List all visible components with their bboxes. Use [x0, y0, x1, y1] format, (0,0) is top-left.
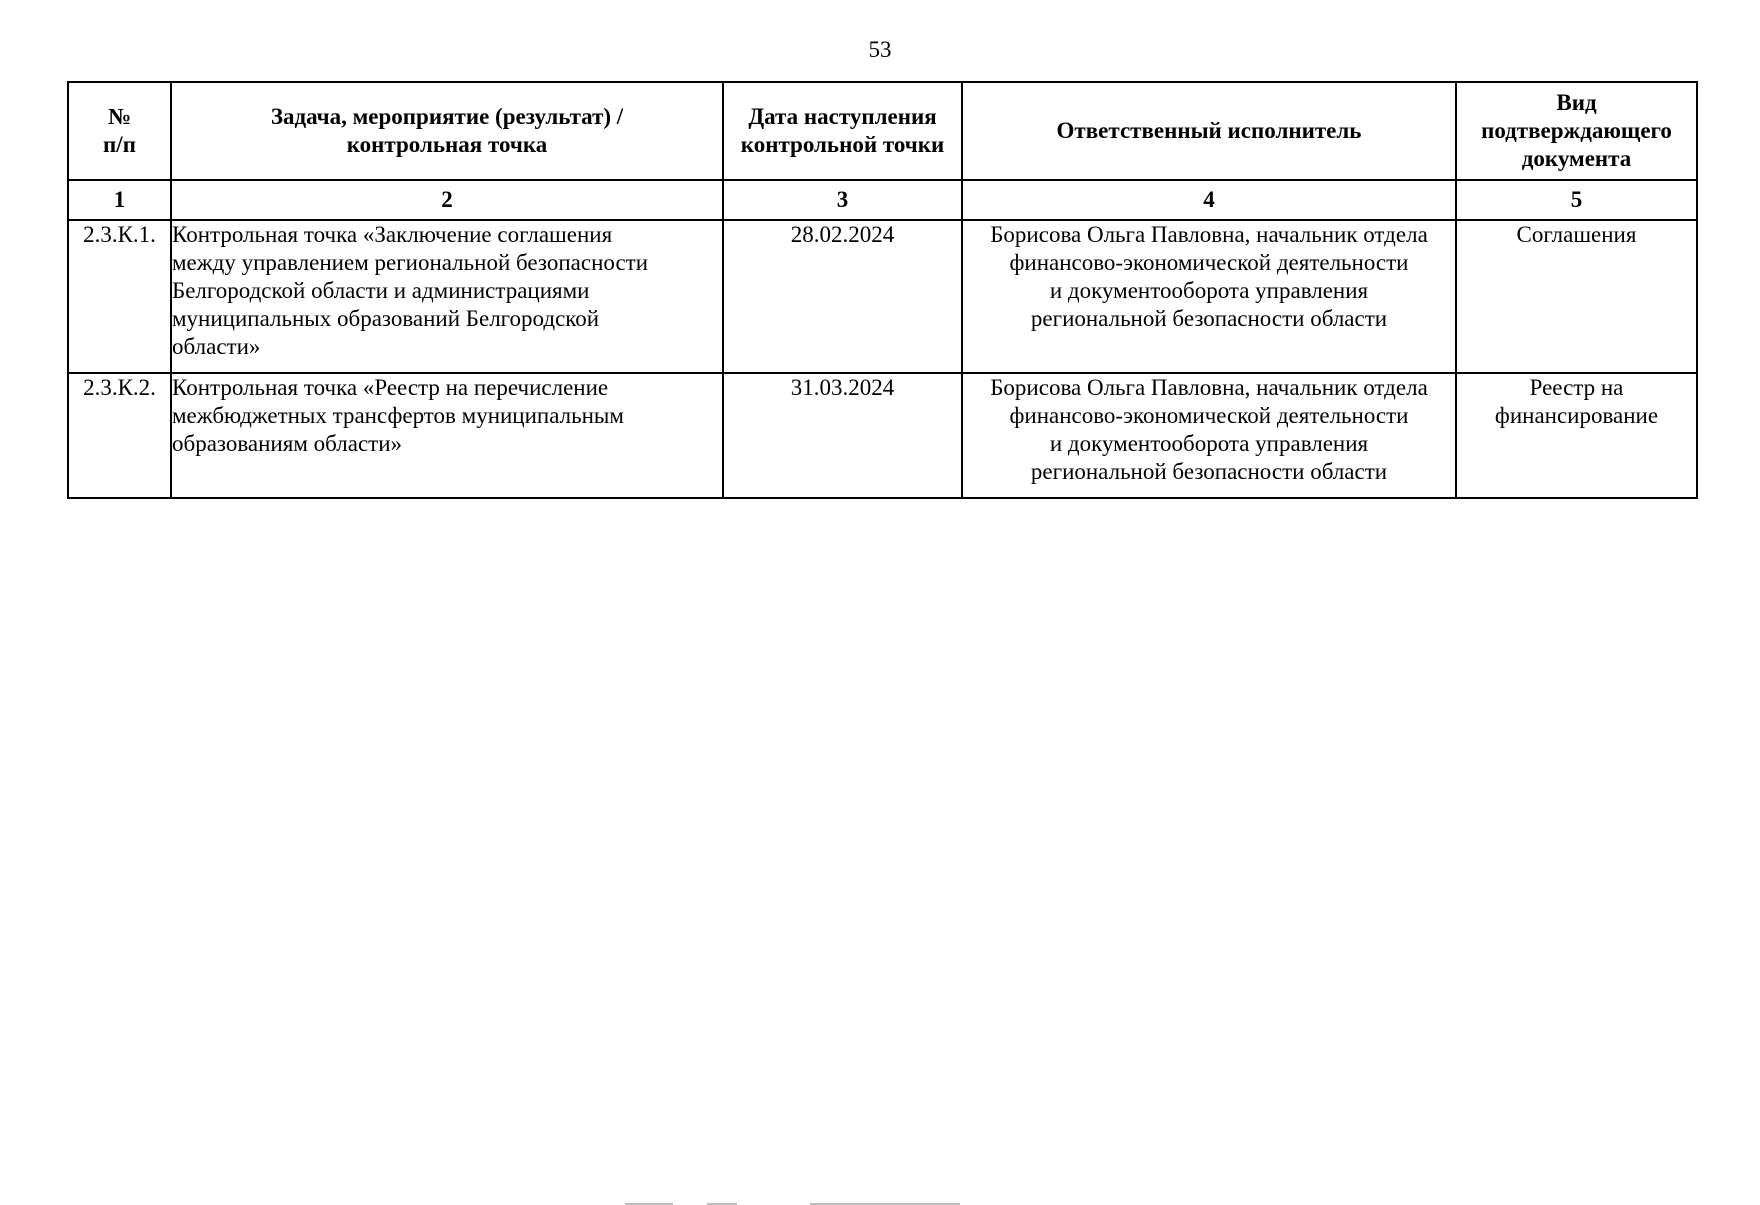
- page-number: 53: [868, 37, 892, 62]
- header-document: Вид подтверждающего документа: [1456, 82, 1697, 180]
- header-responsible: Ответственный исполнитель: [962, 82, 1456, 180]
- header-task: Задача, мероприятие (результат) / контрольная точка: [171, 82, 723, 180]
- row-task: Контрольная точка «Реестр на перечисление межбюджетных трансфертов муниципальным образованиям области»: [171, 373, 723, 498]
- row-responsible: Борисова Ольга Павловна, начальник отдела финансово-экономической деятельности и документооборота управления региональной безопасности области: [962, 373, 1456, 498]
- column-number: 5: [1456, 180, 1697, 220]
- row-document: Соглашения: [1456, 220, 1697, 373]
- header-date: Дата наступления контрольной точки: [723, 82, 962, 180]
- column-number: 4: [962, 180, 1456, 220]
- header-num: № п/п: [68, 82, 171, 180]
- column-number: 2: [171, 180, 723, 220]
- row-document: Реестр на финансирование: [1456, 373, 1697, 498]
- table-header-row: [68, 82, 1697, 180]
- column-number: 3: [723, 180, 962, 220]
- table-row: [68, 373, 1697, 498]
- column-numbers-row: [68, 180, 1697, 220]
- row-task: Контрольная точка «Заключение соглашения между управлением региональной безопасности Белгородской области и администрациями муниципальных образований Белгородской области»: [171, 220, 723, 373]
- table-row: [68, 220, 1697, 373]
- row-responsible: Борисова Ольга Павловна, начальник отдела финансово-экономической деятельности и документооборота управления региональной безопасности области: [962, 220, 1456, 373]
- row-date: 28.02.2024: [723, 220, 962, 373]
- row-number: 2.3.К.2.: [68, 373, 171, 498]
- column-number: 1: [68, 180, 171, 220]
- control-points-table: [67, 81, 1698, 499]
- row-date: 31.03.2024: [723, 373, 962, 498]
- row-number: 2.3.К.1.: [68, 220, 171, 373]
